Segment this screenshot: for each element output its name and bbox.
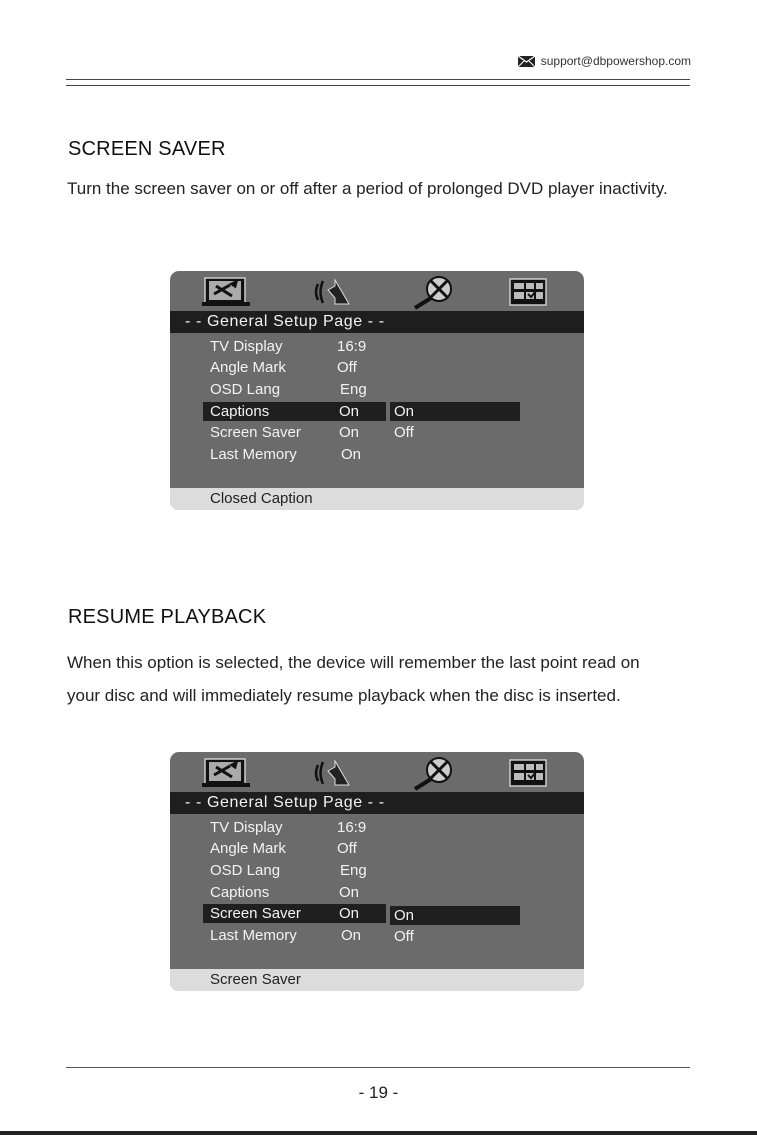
text-line: Turn the screen saver on or off after a period of prolonged DVD player inactivity.	[67, 179, 668, 198]
section-text-resume-playback	[67, 646, 707, 712]
email-text: support@dbpowershop.com	[540, 54, 691, 68]
menu-row-captions-selected: Captions On	[170, 402, 584, 423]
envelope-icon	[518, 56, 535, 67]
menu-page-title: - - General Setup Page - -	[170, 792, 584, 814]
menu-option-off: Off	[394, 928, 414, 945]
audio-setup-icon	[313, 276, 355, 308]
menu-icon-bar	[170, 752, 584, 792]
footer-rule	[66, 1067, 690, 1068]
text-line: your disc and will immediately resume playback when the disc is inserted.	[67, 686, 621, 705]
setup-menu-screenshot	[170, 752, 584, 991]
section-text-screen-saver	[67, 172, 707, 205]
menu-row-captions: Captions On	[210, 884, 360, 901]
general-setup-icon	[202, 276, 252, 308]
menu-option-on-selected: On	[390, 402, 520, 421]
menu-option-on-selected: On	[390, 906, 520, 925]
preference-setup-icon	[508, 276, 548, 308]
menu-row-last-memory: Last Memory On	[210, 446, 362, 463]
general-setup-icon	[202, 757, 252, 789]
menu-row-osd-lang: OSD Lang Eng	[210, 862, 367, 879]
menu-row-tv-display: TV Display 16:9	[210, 819, 367, 836]
menu-option-off: Off	[394, 424, 414, 441]
menu-row-tv-display: TV Display 16:9	[210, 338, 367, 355]
header-rule	[66, 79, 690, 80]
menu-row-screen-saver: Screen Saver On	[210, 424, 360, 441]
menu-status-bar: Screen Saver	[170, 969, 584, 991]
menu-icon-bar	[170, 271, 584, 311]
header-rule-thin	[66, 85, 690, 86]
menu-row-angle-mark: Angle Mark Off	[210, 359, 357, 376]
section-title-resume-playback: RESUME PLAYBACK	[68, 606, 267, 628]
menu-status-bar: Closed Caption	[170, 488, 584, 510]
menu-row-angle-mark: Angle Mark Off	[210, 840, 357, 857]
section-title-screen-saver: SCREEN SAVER	[68, 138, 226, 160]
menu-page-title: - - General Setup Page - -	[170, 311, 584, 333]
video-setup-icon	[413, 276, 457, 310]
audio-setup-icon	[313, 757, 355, 789]
page-number: - 19 -	[358, 1083, 399, 1102]
menu-row-last-memory: Last Memory On	[210, 927, 362, 944]
setup-menu-screenshot	[170, 271, 584, 510]
page-bottom-edge	[0, 1131, 757, 1135]
menu-row-screen-saver-selected: Screen Saver On	[170, 904, 584, 925]
video-setup-icon	[413, 757, 457, 791]
menu-row-osd-lang: OSD Lang Eng	[210, 381, 367, 398]
text-line: When this option is selected, the device will remember the last point read on	[67, 653, 640, 672]
preference-setup-icon	[508, 757, 548, 789]
header-email	[518, 54, 691, 68]
